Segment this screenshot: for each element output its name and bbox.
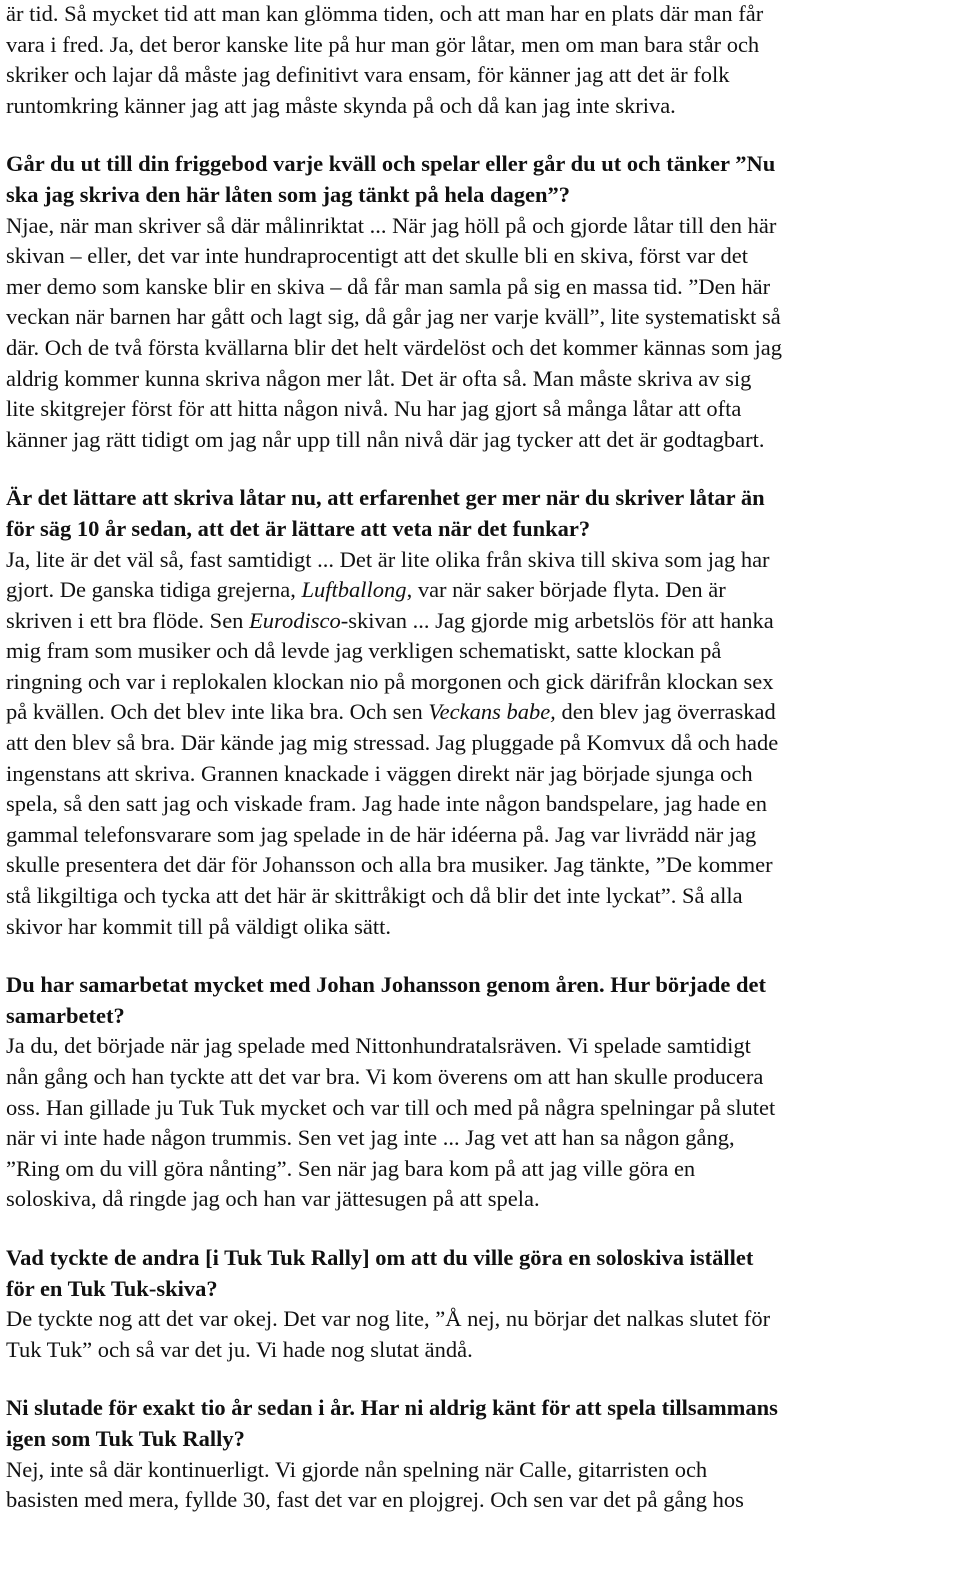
answer-line: Nej, inte så där kontinuerligt. Vi gjorde nån spelning när Calle, gitarristen och [6, 1456, 708, 1482]
interview-answer [6, 1031, 948, 1215]
answer-line: nån gång och han tyckte att det var bra. Vi kom överens om att han skulle producera [6, 1064, 764, 1089]
intro-paragraph [6, 0, 948, 121]
interview-answer [6, 545, 948, 943]
answer-line: mig fram som musiker och då levde jag verkligen schematiskt, satte klockan på [6, 638, 722, 664]
answer-text: -skivan ... Jag gjorde mig arbetslös för att hanka [340, 607, 774, 633]
answer-text: gjort. De ganska tidiga grejerna, [6, 577, 302, 603]
paragraph-gap [6, 1215, 948, 1243]
interview-answer [6, 1455, 948, 1516]
paragraph-gap [6, 455, 948, 483]
interview-question [6, 970, 948, 1031]
answer-line: ”Ring om du vill göra nånting”. Sen när jag bara kom på att jag ville göra en [6, 1155, 696, 1181]
answer-line: ringning och var i replokalen klockan nio på morgonen och gick därifrån klockan sex [6, 668, 774, 694]
answer-line: att den blev så bra. Där kände jag mig stressad. Jag pluggade på Komvux då och hade [6, 730, 779, 756]
text-line: vara i fred. Ja, det beror kanske lite på hur man gör låtar, men om man bara står och [6, 31, 760, 57]
answer-text: på kvällen. Och det blev inte lika bra. Och sen [6, 699, 429, 725]
answer-line: Tuk Tuk” och så var det ju. Vi hade nog slutat ändå. [6, 1336, 473, 1362]
answer-line: Njae, när man skriver så där målinriktat ... När jag höll på och gjorde låtar till den här [6, 212, 777, 238]
answer-line: Ja, lite är det väl så, fast samtidigt ... Det är lite olika från skiva till skiva som jag har [6, 546, 770, 572]
answer-line: basisten med mera, fyllde 30, fast det var en plojgrej. Och sen var det på gång hos [6, 1487, 744, 1513]
text-line: är tid. Så mycket tid att man kan glömma tiden, och att man har en plats där man får [6, 1, 764, 26]
answer-text: , var när saker började flyta. Den är [406, 577, 726, 603]
answer-line: ingenstans att skriva. Grannen knackade i väggen direkt när jag började sjunga och [6, 760, 753, 786]
interview-question [6, 483, 948, 544]
answer-line: Ja du, det började när jag spelade med Nittonhundratalsräven. Vi spelade samtidigt [6, 1033, 751, 1059]
album-title: Eurodisco [249, 607, 341, 633]
answer-line: De tyckte nog att det var okej. Det var nog lite, ”Å nej, nu börjar det nalkas slutet för [6, 1306, 771, 1332]
answer-line: lite skitgrejer först för att hitta någon nivå. Nu har jag gjort så många låtar att ofta [6, 396, 742, 422]
question-line: igen som Tuk Tuk Rally? [6, 1425, 245, 1451]
question-line: Går du ut till din friggebod varje kväll och spelar eller går du ut och tänker ”Nu [6, 151, 776, 177]
answer-line: oss. Han gillade ju Tuk Tuk mycket och var till och med på några spelningar på slutet [6, 1094, 776, 1120]
answer-line [6, 575, 948, 606]
question-line: Du har samarbetat mycket med Johan Johansson genom åren. Hur började det [6, 972, 767, 998]
question-line: Ni slutade för exakt tio år sedan i år. Har ni aldrig känt för att spela tillsammans [6, 1395, 778, 1421]
question-line: samarbetet? [6, 1002, 125, 1028]
question-line: Vad tyckte de andra [i Tuk Tuk Rally] om att du ville göra en soloskiva istället [6, 1244, 754, 1270]
paragraph-gap [6, 942, 948, 970]
interview-answer [6, 211, 948, 456]
question-line: Är det lättare att skriva låtar nu, att erfarenhet ger mer när du skriver låtar än [6, 485, 765, 511]
interview-answer [6, 1304, 948, 1365]
text-line: runtomkring känner jag att jag måste skynda på och då kan jag inte skriva. [6, 92, 676, 118]
paragraph-gap [6, 121, 948, 149]
answer-line [6, 606, 948, 637]
answer-line [6, 697, 948, 728]
answer-line: soloskiva, då ringde jag och han var jättesugen på att spela. [6, 1186, 540, 1212]
interview-question [6, 1393, 948, 1454]
answer-line: när vi inte hade någon trummis. Sen vet jag inte ... Jag vet att han sa någon gång, [6, 1125, 735, 1151]
answer-line: känner jag rätt tidigt om jag når upp till nån nivå där jag tycker att det är godtagbart. [6, 426, 765, 452]
answer-line: stå likgiltiga och tycka att det här är skittråkigt och då blir det inte lyckat”. Så alla [6, 883, 743, 909]
paragraph-gap [6, 1365, 948, 1393]
answer-line: aldrig kommer kunna skriva någon mer låt. Det är ofta så. Man måste skriva av sig [6, 365, 752, 391]
question-line: ska jag skriva den här låten som jag tänkt på hela dagen”? [6, 181, 571, 207]
album-title: Veckans babe, [428, 699, 556, 725]
text-line: skriker och lajar då måste jag definitivt vara ensam, för känner jag att det är folk [6, 62, 730, 88]
answer-line: skivor har kommit till på väldigt olika sätt. [6, 913, 391, 939]
question-line: för säg 10 år sedan, att det är lättare att veta när det funkar? [6, 515, 591, 541]
answer-line: veckan när barnen har gått och lagt sig, då går jag ner varje kväll”, lite systematiskt så [6, 304, 781, 330]
answer-line: gammal telefonsvarare som jag spelade in de här idéerna på. Jag var livrädd när jag [6, 821, 757, 847]
album-title: Luftballong [301, 577, 407, 603]
interview-question [6, 1243, 948, 1304]
answer-line: spela, så den satt jag och viskade fram. Jag hade inte någon bandspelare, jag hade en [6, 791, 767, 817]
answer-line: skulle presentera det där för Johansson och alla bra musiker. Jag tänkte, ”De kommer [6, 852, 773, 878]
answer-line: mer demo som kanske blir en skiva – då får man samla på sig en massa tid. ”Den här [6, 273, 771, 299]
answer-text: skriven i ett bra flöde. Sen [6, 607, 250, 633]
interview-question [6, 149, 948, 210]
answer-line: där. Och de två första kvällarna blir det helt värdelöst och det kommer kännas som jag [6, 334, 783, 360]
question-line: för en Tuk Tuk-skiva? [6, 1275, 218, 1301]
answer-text: den blev jag överraskad [555, 699, 776, 725]
answer-line: skivan – eller, det var inte hundraprocentigt att det skulle bli en skiva, först var det [6, 243, 749, 269]
